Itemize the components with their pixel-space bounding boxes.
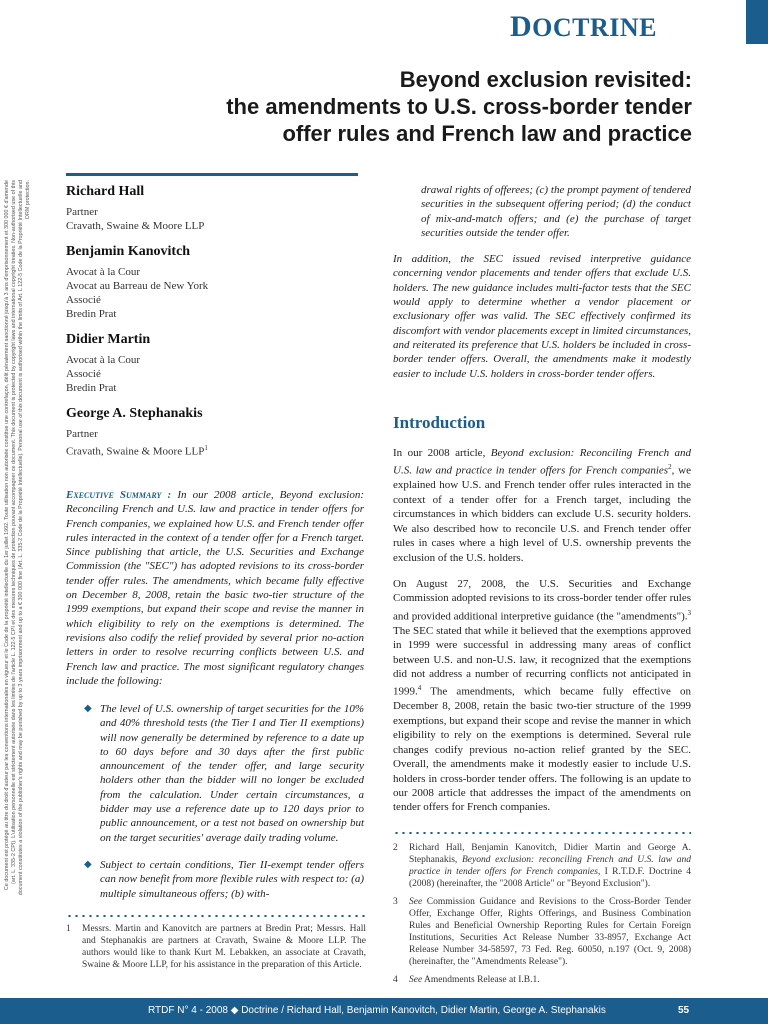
author-affiliation: Partner bbox=[66, 206, 98, 218]
title-line-3: offer rules and French law and practice bbox=[282, 121, 692, 146]
introduction-heading: Introduction bbox=[393, 413, 486, 432]
title-line-1: Beyond exclusion revisited: bbox=[399, 67, 692, 92]
page-number: 55 bbox=[678, 1005, 690, 1016]
author-affiliation: Avocat à la Cour bbox=[66, 354, 141, 366]
footnote-number: 2 bbox=[393, 843, 398, 853]
footnote-number: 3 bbox=[393, 897, 398, 907]
footnote bbox=[393, 896, 691, 968]
summary-text: In our 2008 article, Beyond exclusion: Reconciling French and U.S. law and practice in tender offers for French companies, we explained how U.S. and French tender offer rules interacted in the context of a tender offer for a French target. Since publishing that article, the U.S. Securities and Exchange Commission (the "SEC") has adopted revisions to its cross-border tender offer rules. The amendments, which became fully effective on December 8, 2008, retain the basic two-tier structure of the 1999 exemptions, but expand their scope and revise the manner in which eligibility to rely on the exemptions is determined. The revisions also codify the relief provided by several prior no-action letters in order to resolve recurring conflicts between U.S. and French law and practice. The most significant regulatory changes include the following: bbox=[66, 489, 364, 687]
footnote bbox=[393, 974, 691, 986]
intro-paragraph-1: In our 2008 article, Beyond exclusion: Reconciling French and U.S. law and practice in tender offers for French companies$^2$, we explained how U.S. and French tender offer rules interacted in the context of a tender offer for a French target, including the circumstances in which bidders can exclude U.S. security holders. We also described how to reconcile U.S. and French tender offer rules in cases where a high level of U.S. ownership prevents the exclusion of the U.S. holders. bbox=[393, 447, 691, 564]
intro-paragraph-2: On August 27, 2008, the U.S. Securities and Exchange Commission adopted revisions to its cross-border tender offer rules and provided additional interpretive guidance (the "amendments").$^3$ The SEC stated that while it believed that the exemptions approved in 1999 were successful in addressing many areas of conflict between U.S. and non-U.S. law, it recognized that the exemptions did not address a number of recurring conflicts not anticipated in 1999.$^4$ The amendments, which became fully effective on December 8, 2008, retain the basic two-tier structure of the 1999 exemptions, but expand their scope and revise the manner in which eligibility to rely on the exemptions is determined. Several rule changes codify previous no-action relief granted by the SEC. Overall, the amendments make it modestly easier to include U.S. holders in cross-border tender offers. The following is an update to our 2008 article that addresses the impact of the amendments on tender offers for French companies. bbox=[393, 577, 691, 814]
diamond-bullet-icon: ◆ bbox=[84, 703, 92, 714]
author-affiliation: Bredin Prat bbox=[66, 382, 117, 394]
article-title bbox=[72, 66, 692, 147]
addition-text: In addition, the SEC issued revised interpretive guidance concerning vendor placements and tender offers that exclude U.S. holders. The new guidance includes multi-factor tests that the SEC would apply to determine whether a vendor placement or exclusionary offer was valid. The SEC effectively confirmed its discomfort with vendor placements except in limited circumstances, and reiterated its preference that U.S. holders be included in cross-border tender offers. Overall, the amendments make it modestly easier to include U.S. holders in cross-border tender offers. bbox=[393, 253, 691, 380]
author-name: George A. Stephanakis bbox=[66, 406, 203, 421]
diamond-bullet-icon: ◆ bbox=[84, 858, 92, 870]
copyright-notice bbox=[4, 180, 56, 900]
footnote bbox=[66, 923, 366, 971]
copyright-text: Ce document est protégé au titre du droit d'auteur par les conventions internationales en vigueur et le Code de la propriété intellectuelle du 1er juillet 1992. Toute utilisation non autorisée constitue une contrefaçon, délit pénalement sanctionné jusqu'à 3 ans d'emprisonnement et 300 000 € d'amende (art. L. 335-2 CPI). L'utilisation personnelle est strictement autorisée dans les limites de l'article L. 122-5 CPI et des mesures techniques de protection pouvant accompagner ce document. This document is protected by copyright laws and international copyright treaties. Non-authorised use of this document constitutes a violation of the publisher's rights and may be punished by up to 3 years imprisonment and up to a € 300 000 fine (Art. L. 335-2 Code de la Propriété Intellectuelle). Personal use of this document is authorised within the limits of Art. L 122-5 Code de la Propriété Intellectuelle and DRM protection. bbox=[4, 180, 31, 896]
section-label: DOCTRINE bbox=[510, 10, 658, 43]
summary-continuation bbox=[393, 183, 691, 381]
author-affiliation: Cravath, Swaine & Moore LLP$^1$ bbox=[66, 444, 208, 458]
author-block bbox=[66, 243, 361, 321]
author-name: Richard Hall bbox=[66, 184, 145, 199]
author-block bbox=[66, 405, 361, 459]
footnote-ref[interactable]: 1 bbox=[204, 444, 208, 452]
footnote-divider-left bbox=[66, 915, 366, 917]
author-divider bbox=[66, 173, 358, 176]
bullet-text: Subject to certain conditions, Tier II-exempt tender offers can now benefit from more flexible rules with respect to: (a) multiple simultaneous offers; (b) with- bbox=[100, 858, 364, 900]
header-color-bar bbox=[746, 0, 768, 44]
author-affiliation: Cravath, Swaine & Moore LLP bbox=[66, 220, 205, 232]
footnotes-right bbox=[393, 842, 691, 992]
author-name: Didier Martin bbox=[66, 332, 151, 347]
introduction-body bbox=[393, 446, 691, 827]
summary-lead: Executive Summary : bbox=[66, 489, 172, 501]
footnote-ref[interactable]: 4 bbox=[417, 684, 422, 693]
footnote-divider-right bbox=[393, 832, 691, 834]
author-affiliation: Avocat à la Cour bbox=[66, 266, 141, 278]
footnotes-left bbox=[66, 923, 366, 971]
author-block bbox=[66, 183, 361, 233]
title-line-2: the amendments to U.S. cross-border tender bbox=[226, 94, 692, 119]
author-affiliation: Avocat au Barreau de New York bbox=[66, 280, 209, 292]
bullet-text: The level of U.S. ownership of target securities for the 10% and 40% threshold tests (the Tier I and Tier II exemptions) will now generally be determined by reference to a date up to 60 days before and 30 days after the first public announcement of the tender offer, and large security holders other than the bidder will no longer be excluded from the calculation. Under certain circumstances, a bidder may use a reference date up to 120 days prior to public announcement, or a test not based on ownership but on the target securities' average daily trading volume. bbox=[100, 703, 364, 844]
executive-summary bbox=[66, 488, 364, 688]
author-list bbox=[66, 183, 361, 469]
author-name: Benjamin Kanovitch bbox=[66, 244, 191, 259]
continuation-text: drawal rights of offerees; (c) the prompt payment of tendered securities in the subsequent offering period; (d) the conduct of mix-and-match offers; and (e) the purchase of target securities outside the tender offer. bbox=[421, 184, 691, 239]
bullet-item bbox=[84, 702, 364, 845]
footnote-ref[interactable]: 3 bbox=[687, 608, 691, 617]
page-footer bbox=[0, 998, 768, 1024]
footnote-text: Richard Hall, Benjamin Kanovitch, Didier Martin and George A. Stephanakis, Beyond exclusion: reconciling French and U.S. law and practice in tender offers for French companies, I R.T.D.F. Doctrine 4 (2008) (hereinafter, the "2008 Article" or "Beyond Exclusion"). bbox=[409, 843, 691, 889]
footnote-number: 1 bbox=[66, 924, 71, 934]
footnote-number: 4 bbox=[393, 975, 398, 985]
footnote-text: See Amendments Release at I.B.1. bbox=[409, 975, 540, 985]
footnote-text: See Commission Guidance and Revisions to the Cross-Border Tender Offer, Exchange Offer, Rights Offerings, and Business Combination Rules and Beneficial Ownership Reporting Rules for Certain Foreign Institutions, Securities Act Release Number 33-8957, Exchange Act Release Number 34-58597, 73 Fed. Reg. 60050, n.197 (Oct. 9, 2008) (hereinafter, the "Amendments Release"). bbox=[409, 897, 691, 967]
author-affiliation: Bredin Prat bbox=[66, 308, 117, 320]
author-block bbox=[66, 331, 361, 395]
author-affiliation: Associé bbox=[66, 294, 101, 306]
footnote-ref[interactable]: 2 bbox=[668, 463, 672, 472]
footnote bbox=[393, 842, 691, 890]
footnote-text: Messrs. Martin and Kanovitch are partners at Bredin Prat; Messrs. Hall and Stephanakis are partners at Cravath, Swaine & Moore LLP. The authors would like to thank Kurt M. Lebakken, an associate at Cravath, Swaine & Moore LLP, for his assistance in the preparation of this Article. bbox=[82, 924, 366, 970]
author-affiliation: Partner bbox=[66, 428, 98, 440]
bullet-item bbox=[84, 858, 364, 901]
footer-citation: RTDF N° 4 - 2008 ◆ Doctrine / Richard Hall, Benjamin Kanovitch, Didier Martin, George A. Stephanakis bbox=[148, 1005, 606, 1016]
summary-bullets bbox=[84, 702, 364, 914]
author-affiliation: Associé bbox=[66, 368, 101, 380]
